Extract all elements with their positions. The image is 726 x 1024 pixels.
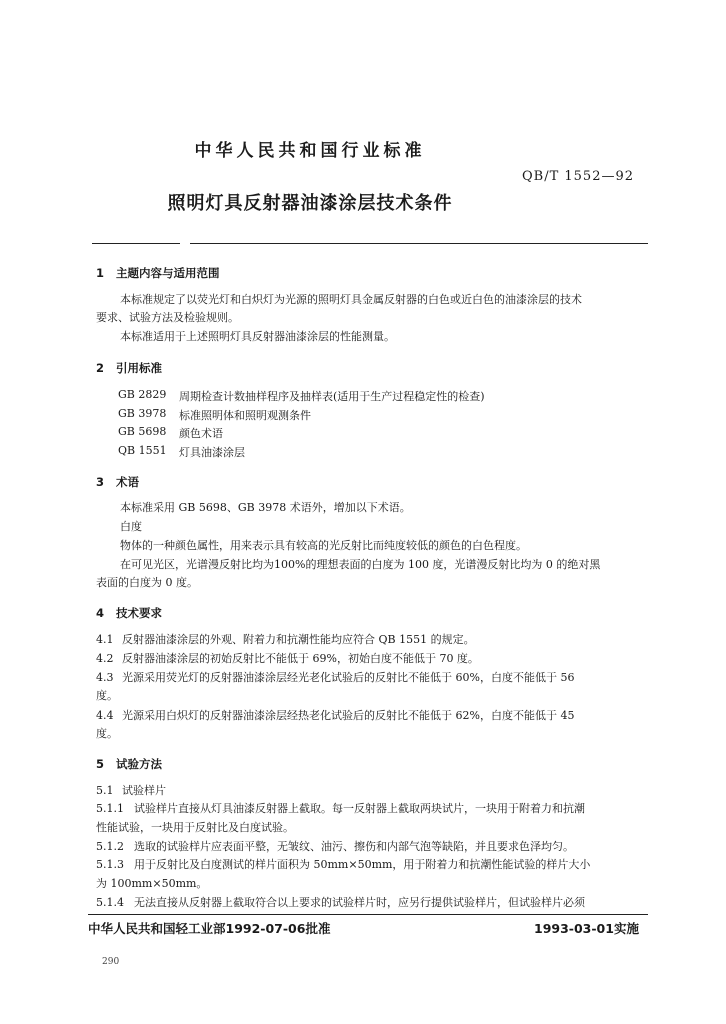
approval-line: 中华人民共和国轻工业部1992-07-06批准	[88, 921, 331, 936]
clause-number: 5.1.2	[96, 840, 124, 853]
clause-number: 4.1	[96, 633, 114, 646]
section-number: 3	[96, 475, 105, 489]
section-number: 2	[96, 361, 105, 375]
term: 白度	[120, 520, 142, 533]
section-2-heading	[96, 360, 162, 376]
section-title: 技术要求	[116, 606, 162, 620]
paragraph: 本标准规定了以荧光灯和白炽灯为光源的照明灯具金属反射器的白色或近白色的油漆涂层的技术	[120, 293, 582, 306]
section-title: 术语	[116, 475, 139, 489]
section-1-heading	[96, 265, 220, 281]
ref-title: 周期检查计数抽样程序及抽样表(适用于生产过程稳定性的检查)	[179, 390, 485, 403]
footer-rule	[88, 914, 648, 915]
clause-continuation: 度。	[96, 727, 118, 740]
ref-code: GB 5698	[118, 425, 167, 438]
clause-5-1-3	[96, 858, 590, 872]
section-title: 引用标准	[116, 361, 162, 375]
clause-number: 4.4	[96, 709, 114, 722]
clause-4-1	[96, 633, 475, 647]
document-title: 照明灯具反射器油漆涂层技术条件	[167, 193, 453, 214]
clause-number: 5.1.3	[96, 858, 124, 871]
standard-code: QB/T 1552—92	[522, 169, 635, 184]
clause-continuation: 性能试验，一块用于反射比及白度试验。	[96, 821, 294, 834]
section-number: 5	[96, 757, 105, 771]
clause-number: 5.1.1	[96, 802, 124, 815]
paragraph: 要求、试验方法及检验规则。	[96, 311, 239, 324]
clause-continuation: 为 100mm×50mm。	[96, 877, 208, 890]
header-rule-right	[190, 243, 648, 244]
paragraph: 本标准适用于上述照明灯具反射器油漆涂层的性能测量。	[120, 330, 395, 343]
section-4-heading	[96, 605, 162, 621]
effective-date: 1993-03-01实施	[534, 921, 639, 936]
clause-4-2	[96, 652, 479, 666]
clause-text: 光源采用荧光灯的反射器油漆涂层经光老化试验后的反射比不能低于 60%，白度不能低于 56	[122, 671, 575, 684]
clause-text: 用于反射比及白度测试的样片面积为 50mm×50mm，用于附着力和抗潮性能试验的样片大小	[134, 858, 591, 871]
ref-title: 标准照明体和照明观测条件	[179, 409, 311, 422]
ref-code: GB 3978	[118, 407, 167, 420]
clause-number: 5.1.4	[96, 896, 124, 909]
term-definition: 物体的一种颜色属性，用来表示具有较高的光反射比而纯度较低的颜色的白色程度。	[120, 539, 527, 552]
section-number: 4	[96, 606, 105, 620]
ref-title: 灯具油漆涂层	[179, 446, 245, 459]
paragraph: 表面的白度为 0 度。	[96, 576, 198, 589]
page-number: 290	[102, 957, 120, 967]
section-title: 主题内容与适用范围	[116, 266, 220, 280]
section-number: 1	[96, 266, 105, 280]
clause-continuation: 度。	[96, 689, 118, 702]
clause-text: 选取的试验样片应表面平整，无皱纹、油污、擦伤和内部气泡等缺陷，并且要求色泽均匀。	[134, 840, 574, 853]
ref-title: 颜色术语	[179, 427, 223, 440]
clause-text: 试验样片直接从灯具油漆反射器上截取。每一反射器上截取两块试片，一块用于附着力和抗潮	[134, 802, 585, 815]
clause-text: 光源采用白炽灯的反射器油漆涂层经热老化试验后的反射比不能低于 62%，白度不能低于 45	[122, 709, 575, 722]
header-rule-left	[92, 243, 180, 244]
clause-5-1-1	[96, 802, 585, 816]
clause-text: 试验样片	[122, 784, 166, 797]
paragraph: 本标准采用 GB 5698、GB 3978 术语外，增加以下术语。	[120, 501, 411, 514]
clause-5-1-2	[96, 840, 574, 854]
section-5-heading	[96, 756, 162, 772]
clause-text: 反射器油漆涂层的初始反射比不能低于 69%，初始白度不能低于 70 度。	[122, 652, 479, 665]
section-title: 试验方法	[116, 757, 162, 771]
ref-code: GB 2829	[118, 388, 167, 401]
ref-code: QB 1551	[118, 444, 167, 457]
clause-number: 4.2	[96, 652, 114, 665]
clause-text: 反射器油漆涂层的外观、附着力和抗潮性能均应符合 QB 1551 的规定。	[122, 633, 475, 646]
org-title: 中华人民共和国行业标准	[194, 141, 426, 161]
clause-number: 5.1	[96, 784, 114, 797]
clause-4-3	[96, 671, 574, 685]
clause-5-1-4	[96, 896, 585, 910]
paragraph: 在可见光区，光谱漫反射比均为100%的理想表面的白度为 100 度，光谱漫反射比均为 0 的绝对黑	[120, 558, 601, 571]
clause-5-1	[96, 784, 166, 798]
clause-text: 无法直接从反射器上截取符合以上要求的试验样片时，应另行提供试验样片，但试验样片必须	[134, 896, 585, 909]
section-3-heading	[96, 474, 139, 490]
clause-4-4	[96, 709, 574, 723]
clause-number: 4.3	[96, 671, 114, 684]
